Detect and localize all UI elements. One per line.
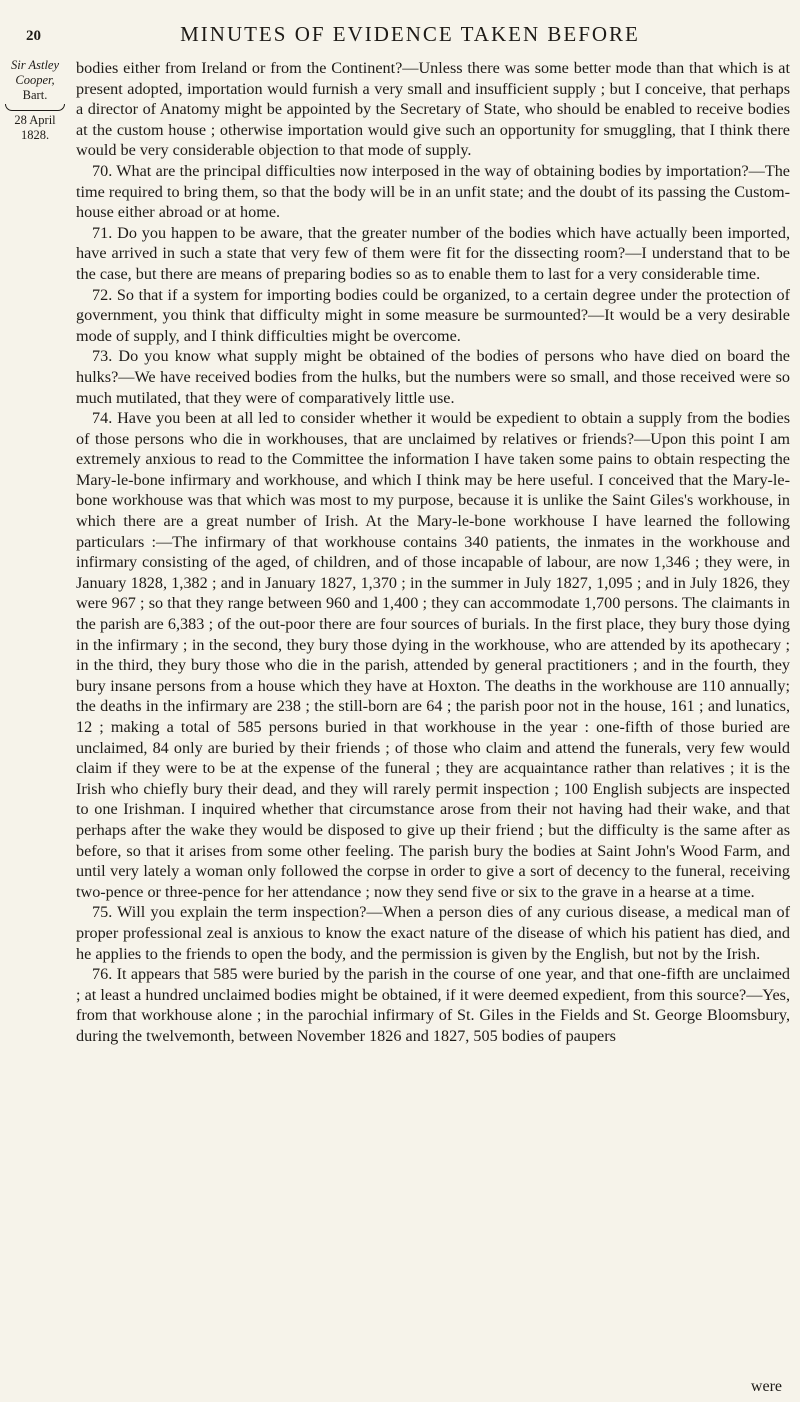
brace-divider	[5, 104, 65, 111]
testimony-date-year: 1828.	[20, 128, 50, 142]
testimony-date	[2, 113, 68, 143]
margin-note	[2, 58, 68, 143]
paragraph-continuation: bodies either from Ireland or from the Continent?—Unless there was some better mode than that which is at present adopted, importation would furnish a very small and insufficient supply ; but I conceive, that perhaps a director of Anatomy might be appointed by the Secretary of State, who should be enabled to receive bodies at the custom house ; otherwise importation would give such an opportunity for smuggling, that I think there would be very considerable objection to that mode of supply.	[76, 59, 790, 160]
body-text	[76, 58, 790, 1047]
question-73: 73. Do you know what supply might be obtained of the bodies of persons who have died on board the hulks?—We have received bodies from the hulks, but the numbers were so small, and those received were so much mutilated, that they were of comparatively little use.	[76, 347, 790, 407]
question-76: 76. It appears that 585 were buried by the parish in the course of one year, and that one-fifth are unclaimed ; at least a hundred unclaimed bodies might be obtained, if it were deemed expedient, from this source?—Yes, from that workhouse alone ; in the parochial infirmary of St. Giles in the Fields and St. George Bloomsbury, during the twelvemonth, between November 1826 and 1827, 505 bodies of paupers	[76, 965, 790, 1045]
witness-title: Bart.	[22, 88, 48, 102]
question-74: 74. Have you been at all led to consider whether it would be expedient to obtain a supply from the bodies of those persons who die in workhouses, that are unclaimed by relatives or friends?—Upon this point I am extremely anxious to read to the Committee the information I have taken some pains to obtain respecting the Mary-le-bone infirmary and workhouse, and which I think may be here useful. I conceived that the Mary-le-bone workhouse was that which was most to my purpose, because it is unlike the Saint Giles's workhouse, in which there are a great number of Irish. At the Mary-le-bone workhouse I have learned the following particulars :—The infirmary of that workhouse contains 340 patients, the inmates in the workhouse and infirmary consisting of the aged, of children, and of those incapable of labour, are now 1,346 ; they were, in January 1828, 1,382 ; and in January 1827, 1,370 ; in the summer in July 1827, 1,095 ; and in July 1826, they were 967 ; so that they range between 960 and 1,400 ; they can accommodate 1,700 persons. The claimants in the parish are 6,383 ; of the out-poor there are four sources of burials. In the first place, they bury those dying in the infirmary ; in the second, they bury those dying in the workhouse, who are attended by its apothecary ; in the third, they bury those who die in the parish, attended by general practitioners ; and in the fourth, they bury insane persons from a house which they have at Hoxton. The deaths in the workhouse are 110 annually; the deaths in the infirmary are 238 ; the still-born are 64 ; the parish poor not in the house, 161 ; and lunatics, 12 ; making a total of 585 persons buried in that workhouse in the year : one-fifth of those buried are unclaimed, 84 only are buried by their friends ; of those who claim and attend the funerals, very few would claim if they were to be at the expense of the funeral ; they are acquaintance rather than relatives ; it is the Irish who chiefly bury their dead, and they will rarely permit inspection ; 100 English subjects are inspected to one Irishman. I inquired whether that circumstance arose from their not having had their wake, and that perhaps after the wake they would be disposed to give up their friend ; but the difficulty is the same after as before, so that it arises from some other feeling. The parish bury the bodies at Saint John's Wood Farm, and until very lately a woman only followed the corpse in order to give a sort of decency to the funeral, receiving two-pence or three-pence for her attendance ; now they send five or six to the grave in a hearse at a time.	[76, 409, 790, 901]
question-70: 70. What are the principal difficulties now interposed in the way of obtaining bodies by importation?—The time required to bring them, so that the body will be in an unfit state; and the doubt of its passing the Custom-house either abroad or at home.	[76, 161, 790, 222]
page-number: 20	[26, 28, 41, 44]
testimony-date-day: 28 April	[14, 113, 56, 127]
witness-name: Sir Astley Cooper,	[10, 58, 60, 87]
catchword: were	[750, 1378, 782, 1395]
question-71: 71. Do you happen to be aware, that the greater number of the bodies which have actually been imported, have arrived in such a state that very few of them were fit for the dissecting room?—I understand that to be the case, but there are means of preparing bodies so as to enable them to last for a very considerable time.	[76, 223, 790, 283]
question-72: 72. So that if a system for importing bodies could be organized, to a certain degree under the protection of government, you think that difficulty might in some measure be surmounted?—It would be a very desirable mode of supply, and I think difficulties might be overcome.	[76, 285, 790, 345]
running-head: MINUTES OF EVIDENCE TAKEN BEFORE	[180, 22, 640, 46]
question-75: 75. Will you explain the term inspection?—When a person dies of any curious disease, a medical man of proper professional zeal is anxious to know the exact nature of the disease of which his patient has died, and he applies to the friends to open the body, and the permission is given by the English, but not by the Irish.	[76, 903, 790, 963]
